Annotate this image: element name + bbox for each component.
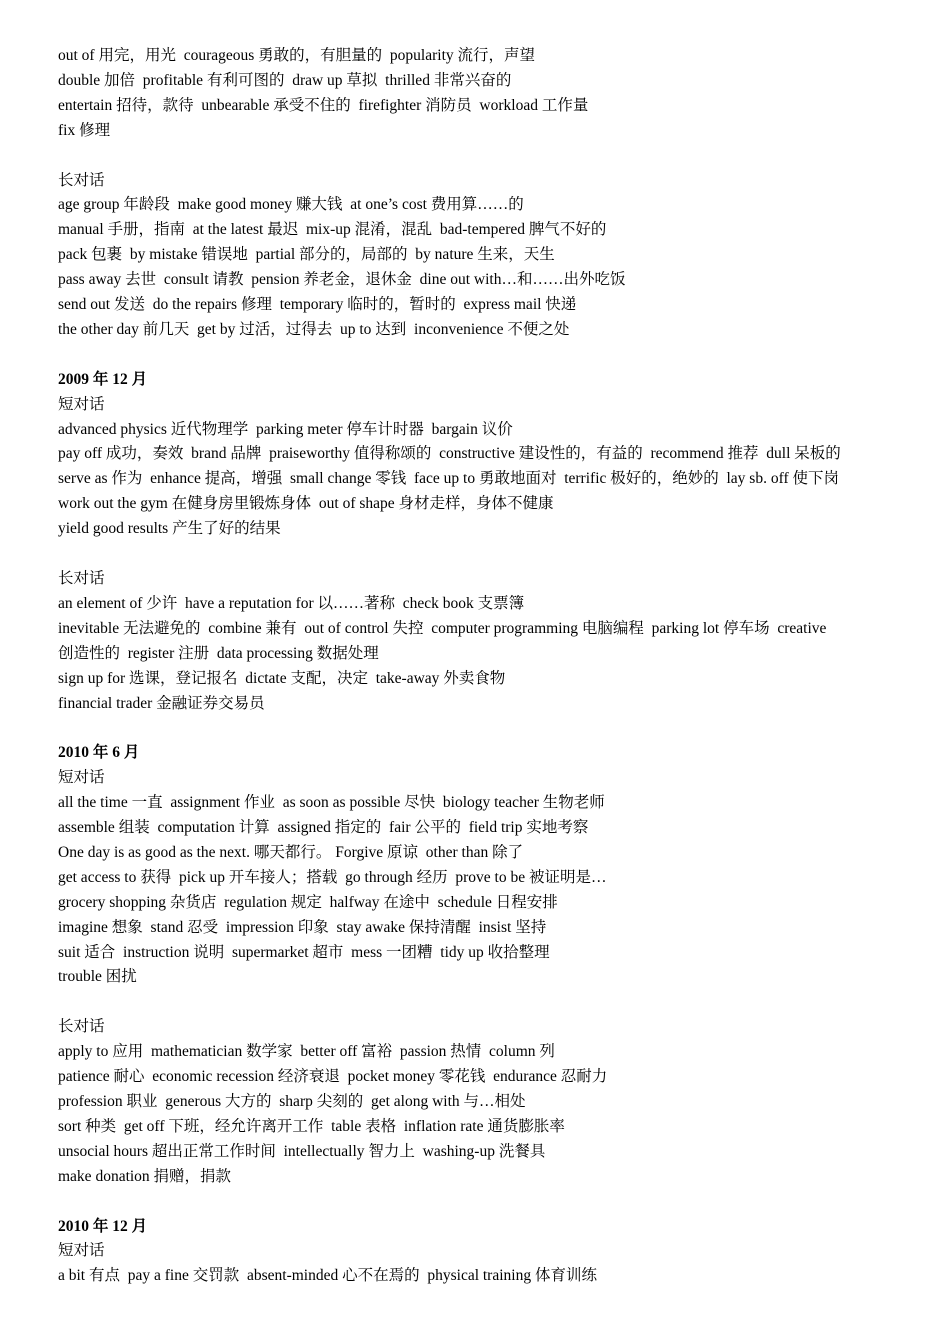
text-line: 长对话 [58,171,105,189]
section-heading: 2010 年 6 月 [58,744,140,762]
text-line: patience 耐心 economic recession 经济衰退 pocket money 零花钱 endurance 忍耐力 [58,1068,608,1086]
text-line: double 加倍 profitable 有利可图的 draw up 草拟 thrilled 非常兴奋的 [58,71,512,89]
text-line: 短对话 [58,1242,105,1260]
text-line: 短对话 [58,769,105,787]
text-line: fix 修理 [58,121,111,139]
text-line: suit 适合 instruction 说明 supermarket 超市 mess 一团糟 tidy up 收拾整理 [58,943,550,961]
text-line: age group 年龄段 make good money 赚大钱 at one’s cost 费用算……的 [58,196,524,214]
section-heading: 2010 年 12 月 [58,1217,148,1235]
text-line: a bit 有点 pay a fine 交罚款 absent-minded 心不在焉的 physical training 体育训练 [58,1267,597,1285]
text-line: pay off 成功，奏效 brand 品牌 praiseworthy 值得称颂的 constructive 建设性的，有益的 recommend 推荐 dull 呆板的 [58,445,841,463]
blank-line [58,1190,898,1215]
text-line: grocery shopping 杂货店 regulation 规定 halfway 在途中 schedule 日程安排 [58,893,558,911]
text-line: out of 用完，用光 courageous 勇敢的，有胆量的 popularity 流行，声望 [58,47,536,64]
text-line: get access to 获得 pick up 开车接人；搭载 go through 经历 prove to be 被证明是… [58,868,607,886]
text-line: pass away 去世 consult 请教 pension 养老金，退休金 dine out with…和……出外吃饭 [58,271,626,289]
blank-line [58,542,898,567]
section-heading: 2009 年 12 月 [58,370,148,388]
text-line: pack 包裹 by mistake 错误地 partial 部分的，局部的 by nature 生来，天生 [58,246,555,264]
text-line: an element of 少许 have a reputation for 以……著称 check book 支票簿 [58,594,525,612]
text-line: profession 职业 generous 大方的 sharp 尖刻的 get along with 与…相处 [58,1092,526,1110]
vocabulary-document [58,44,898,1289]
text-line: trouble 困扰 [58,968,137,986]
blank-line [58,343,898,368]
text-line: make donation 捐赠，捐款 [58,1167,232,1185]
text-line: assemble 组装 computation 计算 assigned 指定的 fair 公平的 field trip 实地考察 [58,819,589,837]
text-line: advanced physics 近代物理学 parking meter 停车计时器 bargain 议价 [58,420,513,438]
text-line: all the time 一直 assignment 作业 as soon as possible 尽快 biology teacher 生物老师 [58,794,605,812]
text-line: sort 种类 get off 下班，经允许离开工作 table 表格 inflation rate 通货膨胀率 [58,1117,565,1135]
text-line: 创造性的 register 注册 data processing 数据处理 [58,644,379,662]
text-line: apply to 应用 mathematician 数学家 better off 富裕 passion 热情 column 列 [58,1043,555,1061]
text-line: yield good results 产生了好的结果 [58,520,281,538]
text-line: manual 手册，指南 at the latest 最迟 mix-up 混淆，混乱 bad-tempered 脾气不好的 [58,221,607,239]
text-line: 长对话 [58,569,105,587]
text-line: send out 发送 do the repairs 修理 temporary 临时的，暂时的 express mail 快递 [58,296,577,314]
text-line: entertain 招待，款待 unbearable 承受不住的 firefighter 消防员 workload 工作量 [58,96,589,114]
text-line: One day is as good as the next. 哪天都行。 Forgive 原谅 other than 除了 [58,843,524,861]
text-line: serve as 作为 enhance 提高，增强 small change 零钱 face up to 勇敢地面对 terrific 极好的，绝妙的 lay sb. off 使下岗 [58,470,840,488]
text-line: the other day 前几天 get by 过活，过得去 up to 达到 inconvenience 不便之处 [58,320,570,338]
text-line: work out the gym 在健身房里锻炼身体 out of shape 身材走样，身体不健康 [58,495,554,513]
text-line: financial trader 金融证券交易员 [58,694,265,712]
text-line: unsocial hours 超出正常工作时间 intellectually 智力上 washing-up 洗餐具 [58,1142,546,1160]
text-line: 短对话 [58,395,105,413]
blank-line [58,144,898,169]
text-line: imagine 想象 stand 忍受 impression 印象 stay awake 保持清醒 insist 坚持 [58,918,547,936]
text-line: inevitable 无法避免的 combine 兼有 out of control 失控 computer programming 电脑编程 parking lot 停车场 creative [58,619,827,637]
blank-line [58,990,898,1015]
text-line: sign up for 选课，登记报名 dictate 支配，决定 take-away 外卖食物 [58,669,506,687]
blank-line [58,716,898,741]
text-line: 长对话 [58,1018,105,1036]
